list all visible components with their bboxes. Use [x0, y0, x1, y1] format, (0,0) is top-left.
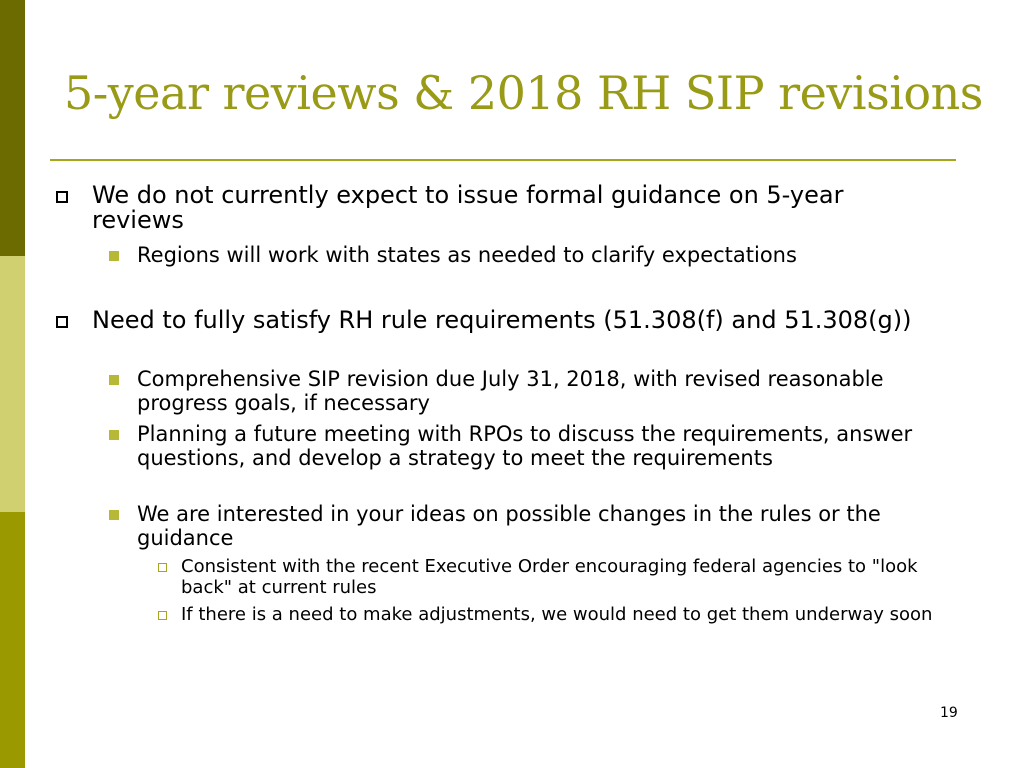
page-number: 19 [940, 705, 958, 721]
sub-bullet-text: Comprehensive SIP revision due July 31, 2018, with revised reasonable progress goals, if necessary [137, 367, 884, 415]
hollow-square-small-bullet-icon [158, 611, 167, 620]
title-divider [50, 159, 956, 161]
hollow-square-small-bullet-icon [158, 563, 167, 572]
filled-square-bullet-icon [109, 510, 119, 520]
sub-bullet-text: We are interested in your ideas on possible changes in the rules or the guidance [137, 502, 881, 550]
sub-sub-bullet-text: Consistent with the recent Executive Order encouraging federal agencies to "look back" at current rules [181, 556, 918, 598]
sub-sub-bullet-text: If there is a need to make adjustments, we would need to get them underway soon [181, 604, 933, 625]
filled-square-bullet-icon [109, 430, 119, 440]
bullet-text: We do not currently expect to issue formal guidance on 5-year reviews [92, 181, 844, 234]
hollow-square-bullet-icon [56, 191, 68, 203]
sub-bullet-text: Regions will work with states as needed to clarify expectations [137, 243, 797, 267]
slide-title: 5-year reviews & 2018 RH SIP revisions [64, 66, 983, 120]
stripe-dark [0, 0, 25, 256]
bullet-text: Need to fully satisfy RH rule requirements (51.308(f) and 51.308(g)) [92, 306, 912, 334]
stripe-mid [0, 512, 25, 768]
stripe-light [0, 256, 25, 512]
sub-bullet-text: Planning a future meeting with RPOs to discuss the requirements, answer questions, and develop a strategy to meet the requirements [137, 422, 913, 470]
filled-square-bullet-icon [109, 251, 119, 261]
hollow-square-bullet-icon [56, 316, 68, 328]
filled-square-bullet-icon [109, 375, 119, 385]
